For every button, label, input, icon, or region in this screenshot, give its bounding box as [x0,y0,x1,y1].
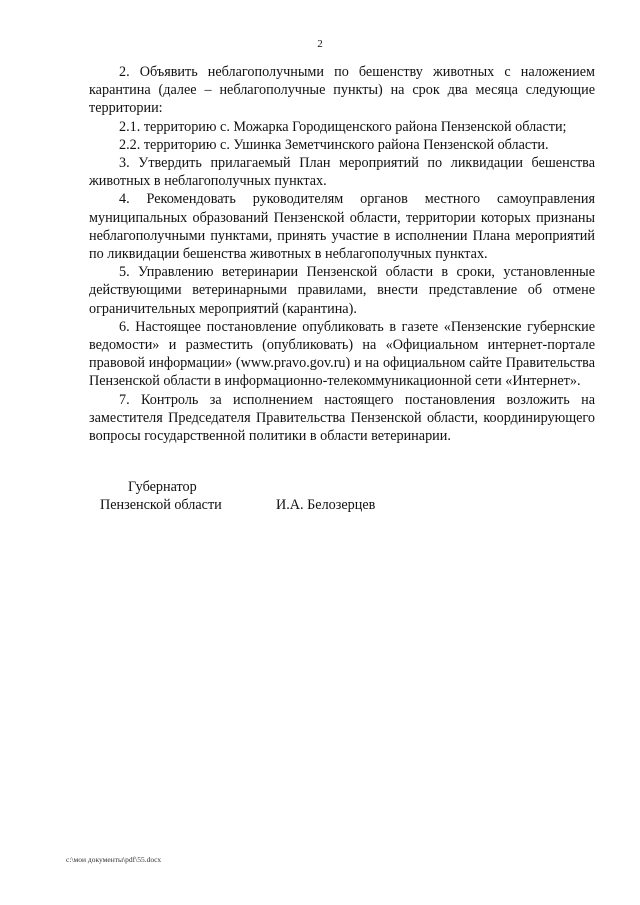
paragraph-item-2: 2. Объявить неблагополучными по бешенству животных с наложением карантина (далее – неблагополучные пункты) на срок два месяца следующие территории: [89,64,595,117]
file-path-footer: c:\мои документы\pdf\55.docx [66,855,162,864]
paragraph-item-4: 4. Рекомендовать руководителям органов местного самоуправления муниципальных образований Пензенской области, территории которых признаны неблагополучными пунктами, принять участие в исполнении Плана мероприятий по ликвидации бешенства животных в неблагополучных пунктах. [89,191,595,263]
signatory-name: И.А. Белозерцев [276,497,376,513]
signatory-region: Пензенской области [100,497,222,513]
paragraph-item-2-1: 2.1. территорию с. Можарка Городищенского района Пензенской области; [119,118,567,135]
signatory-title: Губернатор [128,479,197,495]
paragraph-item-2-2: 2.2. территорию с. Ушинка Земетчинского района Пензенской области. [119,136,549,153]
page-number: 2 [317,38,323,50]
paragraph-item-3: 3. Утвердить прилагаемый План мероприятий по ликвидации бешенства животных в неблагополучных пунктах. [89,155,595,190]
paragraph-item-6: 6. Настоящее постановление опубликовать в газете «Пензенские губернские ведомости» и разместить (опубликовать) на «Официальном интернет-портале правовой информации» (www.pravo.gov.ru) и на официальном сайте Правительства Пензенской области в информационно-телекоммуникационной сети «Интернет». [89,318,595,390]
signature-block [90,478,410,518]
document-body [89,63,595,445]
paragraph-item-7: 7. Контроль за исполнением настоящего постановления возложить на заместителя Председателя Правительства Пензенской области, координирующего вопросы государственной политики в области ветеринарии. [89,391,595,445]
paragraph-item-5: 5. Управлению ветеринарии Пензенской области в сроки, установленные действующими ветеринарными правилами, внести представление об отмене ограничительных мероприятий (карантина). [89,264,595,317]
